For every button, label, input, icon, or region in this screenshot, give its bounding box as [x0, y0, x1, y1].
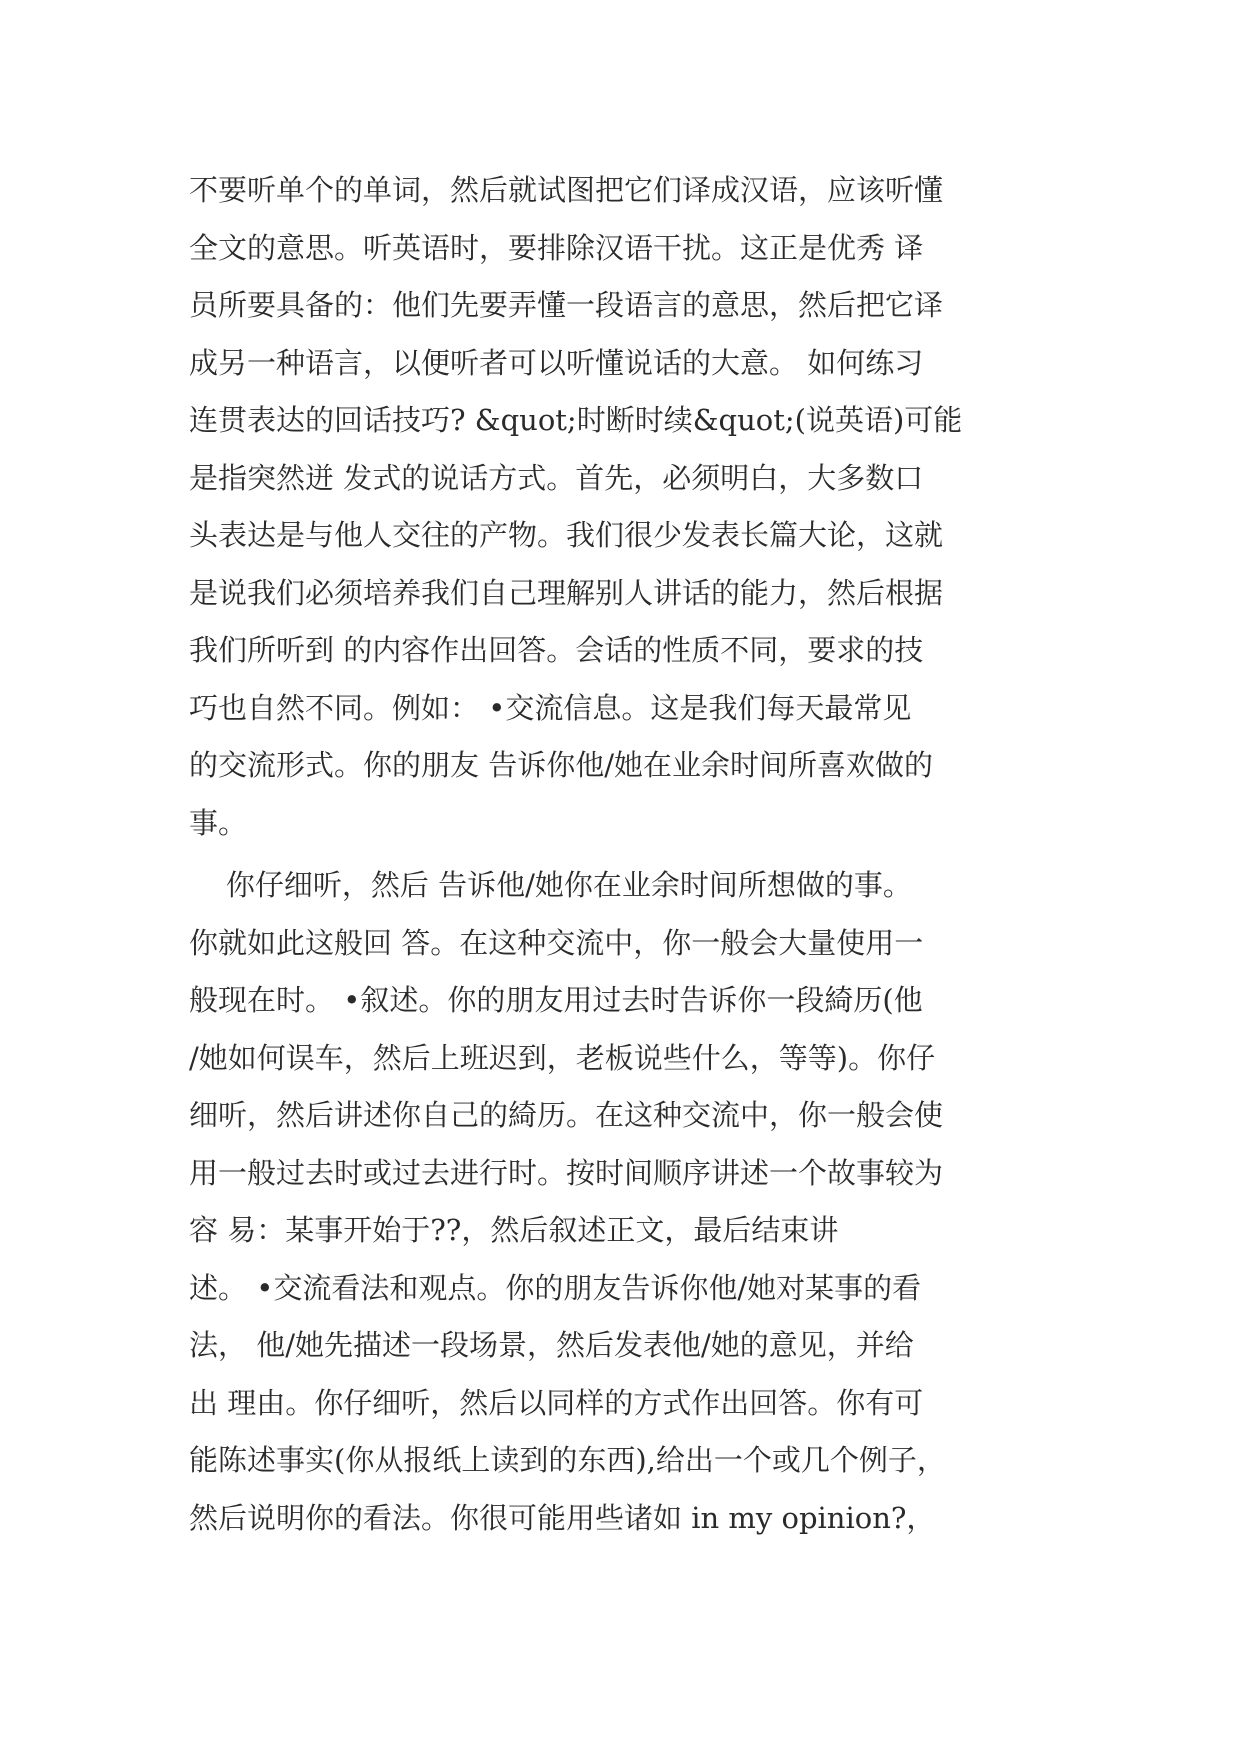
- paragraph-1: [189, 162, 1051, 852]
- text-line: 用一般过去时或过去进行时。按时间顺序讲述一个故事较为: [189, 1155, 944, 1190]
- text-line: 是指突然迸 发式的说话方式。首先，必须明白，大多数口: [189, 460, 924, 495]
- text-line: /她如何误车，然后上班迟到，老板说些什么，等等)。你仔: [189, 1040, 936, 1075]
- text-line: 连贯表达的回话技巧? &quot;时断时续&quot;(说英语)可能: [189, 403, 963, 437]
- text-line: 员所要具备的：他们先要弄懂一段语言的意思，然后把它译: [189, 288, 944, 322]
- text-line: 出 理由。你仔细听，然后以同样的方式作出回答。你有可: [189, 1385, 924, 1420]
- text-line: 我们所听到 的内容作出回答。会话的性质不同，要求的技: [189, 633, 924, 667]
- text-line: 般现在时。 •叙述。你的朋友用过去时告诉你一段綺历(他: [189, 983, 923, 1017]
- text-line: 你仔细听，然后 告诉他/她你在业余时间所想做的事。: [189, 868, 912, 902]
- text-line: 的交流形式。你的朋友 告诉你他/她在业余时间所喜欢做的: [189, 748, 933, 782]
- text-line: 成另一种语言，以便听者可以听懂说话的大意。 如何练习: [189, 345, 924, 380]
- text-line: 然后说明你的看法。你很可能用些诸如 in my opinion?，: [189, 1500, 936, 1535]
- text-line: 是说我们必须培养我们自己理解别人讲话的能力，然后根据: [189, 575, 944, 610]
- text-line: 不要听单个的单词，然后就试图把它们译成汉语，应该听懂: [189, 173, 944, 207]
- text-line: 法， 他/她先描述一段场景，然后发表他/她的意见，并给: [189, 1328, 914, 1362]
- text-line: 头表达是与他人交往的产物。我们很少发表长篇大论，这就: [189, 518, 944, 552]
- text-line: 事。: [189, 805, 248, 840]
- text-line: 能陈述事实(你从报纸上读到的东西),给出一个或几个例子，: [189, 1443, 946, 1477]
- text-line: 你就如此这般回 答。在这种交流中，你一般会大量使用一: [189, 925, 924, 960]
- text-line: 述。 •交流看法和观点。你的朋友告诉你他/她对某事的看: [189, 1270, 922, 1305]
- text-line: 容 易：某事开始于??，然后叙述正文，最后结束讲: [189, 1213, 839, 1247]
- text-line: 巧也自然不同。例如： •交流信息。这是我们每天最常见: [189, 690, 912, 725]
- text-line: 细听，然后讲述你自己的綺历。在这种交流中，你一般会使: [189, 1098, 944, 1132]
- text-line: 全文的意思。听英语时，要排除汉语干扰。这正是优秀 译: [189, 230, 924, 265]
- paragraph-2: [189, 857, 1051, 1547]
